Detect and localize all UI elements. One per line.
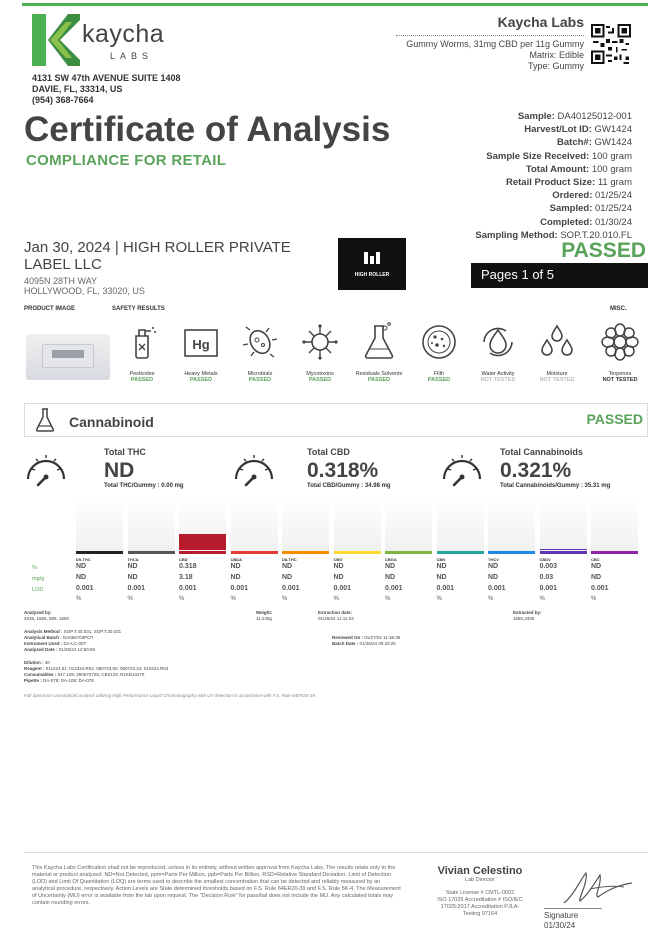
weight-label: Weight:: [256, 610, 273, 615]
lod-unit: %: [76, 596, 82, 602]
safety-status: PASSED: [248, 377, 272, 383]
meta-label: Harvest/Lot ID:: [524, 124, 592, 136]
meta-row: [475, 163, 632, 176]
reagent-value: 011224.01; 012324.R04; 060723.50; 060723.24; 010224.R04: [45, 666, 169, 671]
reagent-label: Reagent :: [24, 666, 45, 671]
signature-line: [544, 908, 602, 909]
safety-tile-residuals-solvents: [349, 322, 409, 383]
lod-unit: %: [591, 596, 597, 602]
lod-unit: %: [230, 596, 236, 602]
analyzed-by-value: 3335, 1665, 595, 1660: [24, 616, 70, 621]
safety-status: PASSED: [367, 377, 391, 383]
gauge-title: Total THC: [104, 447, 146, 457]
mgg-value: ND: [488, 574, 499, 581]
lod-value: 0.001: [230, 585, 249, 592]
meta-value: GW1424: [594, 124, 632, 136]
consumables-label: Consumables :: [24, 672, 57, 677]
bar-underline: [282, 551, 329, 554]
bar-d9-thc: [76, 496, 123, 554]
bar-cbga: [385, 496, 432, 554]
dotted-divider: [396, 35, 584, 36]
address-line: 4131 SW 47th AVENUE SUITE 1408: [32, 73, 181, 83]
qr-code-icon[interactable]: [591, 24, 631, 64]
column-name: THCV: [488, 557, 499, 562]
brand-name: kaycha: [82, 20, 165, 48]
svg-text:Hg: Hg: [192, 337, 210, 352]
meta-row: [475, 110, 632, 123]
column-name: CBDA: [230, 557, 243, 562]
lod-value: 0.001: [488, 585, 506, 592]
cannabinoid-header: [24, 403, 648, 437]
terpene-icon: [600, 322, 640, 362]
lod-value: 0.001: [127, 585, 146, 592]
meta-value: 100 gram: [591, 150, 632, 162]
safety-status: NOT TESTED: [480, 377, 516, 383]
meta-value: 100 gram: [591, 163, 632, 175]
consumables-value: 947.109; 280670725; CE0123; R1KB14270: [57, 672, 145, 677]
extraction-date: [318, 610, 354, 622]
spray-bottle-icon: [122, 322, 162, 362]
signature-date: 01/30/24: [544, 921, 576, 930]
bar-underline: [488, 551, 535, 554]
extraction-value: 01/26/24 11:11:03: [318, 616, 354, 621]
product-line: Gummy Worms, 31mg CBD per 11g Gummy: [406, 39, 584, 49]
meta-value: 01/25/24: [595, 203, 632, 215]
lab-address: [32, 73, 181, 106]
weight-value: 11.245g: [256, 616, 272, 621]
batch-label: Analytical Batch :: [24, 635, 62, 640]
product-summary: [396, 14, 584, 72]
client-address: [24, 276, 145, 296]
client-line: LABEL LLC: [24, 256, 102, 273]
instrument-value: DA-LC-007: [63, 641, 87, 646]
extracted-by-label: Extracted by:: [513, 610, 542, 615]
extracted-by: [513, 610, 542, 622]
extracted-by-value: 1665,3335: [513, 616, 535, 621]
water-icon: [478, 322, 518, 362]
lod-value: 0.001: [539, 585, 558, 592]
batch-date-value: 01/26/24 09:20:25: [359, 641, 396, 646]
mgg-value: ND: [127, 574, 138, 581]
lod-value: 0.001: [179, 585, 197, 592]
droplets-icon: [537, 322, 577, 362]
row-label: %: [32, 565, 37, 571]
license-info: [420, 890, 540, 918]
meta-label: Completed:: [540, 216, 593, 228]
meta-value: DA40125012-001: [557, 111, 632, 122]
analyzed-by: [24, 610, 69, 622]
meta-row: [475, 216, 632, 229]
column-name: CBG: [333, 557, 343, 562]
license-line: Testing 97164: [462, 911, 498, 917]
column-name: CBDV: [539, 557, 551, 562]
column-name: CBD: [179, 557, 188, 562]
safety-status: NOT TESTED: [602, 377, 638, 383]
gauge-title: Total Cannabinoids: [500, 447, 583, 457]
reagent-details: [24, 660, 168, 684]
safety-status: NOT TESTED: [539, 377, 575, 383]
flask-icon: [35, 408, 55, 432]
meta-label: Sample Size Received:: [486, 150, 590, 162]
percent-value: ND: [230, 563, 241, 570]
meta-value: GW1424: [594, 137, 632, 149]
bar-d8-thc: [282, 496, 329, 554]
lod-unit: %: [385, 596, 391, 602]
bar-underline: [128, 551, 175, 554]
product-image: [26, 334, 110, 380]
license-line: 17025:2017 Accreditation PJLA-: [440, 904, 520, 910]
page-subtitle: COMPLIANCE FOR RETAIL: [26, 152, 227, 169]
virus-icon: [300, 322, 340, 362]
safety-tile-filth: [409, 322, 469, 383]
meta-row: [475, 150, 632, 163]
bar-fill: [540, 549, 587, 550]
safety-name: Filth: [433, 371, 445, 377]
safety-tile-moisture: [527, 322, 587, 383]
flask-icon: [359, 322, 399, 362]
safety-name: Microbials: [247, 371, 273, 377]
client-name: [24, 239, 291, 273]
column-name: D9-THC: [76, 557, 91, 562]
lod-value: 0.001: [385, 585, 403, 592]
reviewed-value: 01/27/24 11:36:35: [364, 635, 401, 640]
handwritten-signature: [560, 865, 640, 907]
column-name: CBC: [591, 557, 600, 562]
batch-value: DA066703POT: [63, 635, 94, 640]
lod-unit: %: [127, 596, 133, 602]
meta-row: [475, 136, 632, 149]
safety-tile-microbials: [230, 322, 290, 383]
kaycha-k-icon: [32, 14, 80, 66]
gauge-icon: [440, 447, 484, 489]
safety-tile-water-activity: [468, 322, 528, 383]
signer-block: [420, 865, 540, 918]
mgg-value: ND: [282, 574, 293, 581]
safety-status: PASSED: [189, 377, 213, 383]
gauge-subtitle: Total Cannabinoids/Gummy : 35.31 mg: [500, 483, 611, 489]
lod-unit: %: [333, 596, 339, 602]
gauge-value: 0.321%: [500, 459, 572, 482]
top-accent-bar: [22, 3, 648, 6]
bar-cbn: [437, 496, 484, 554]
mgg-value: 3.18: [179, 574, 193, 581]
review-details: [332, 635, 400, 647]
weight: [256, 610, 272, 622]
percent-value: ND: [127, 563, 138, 570]
gauge-subtitle: Total THC/Gummy : 0.00 mg: [104, 483, 184, 489]
extraction-label: Extraction date:: [318, 610, 353, 615]
lod-unit: %: [488, 596, 494, 602]
page-title: Certificate of Analysis: [24, 110, 391, 149]
address-line: DAVIE, FL, 33314, US: [32, 84, 123, 94]
bar-underline: [385, 551, 432, 554]
cannabinoid-label: Cannabinoid: [69, 414, 154, 430]
signer-role: Lab Director: [465, 877, 495, 883]
column-name: D8-THC: [282, 557, 297, 562]
mgg-value: ND: [591, 574, 602, 581]
date-value: 01/26/24 12:50:59: [58, 647, 96, 652]
meta-label: Sample:: [517, 111, 555, 122]
pipette-value: DA-079; DA-108; DA-078: [43, 678, 94, 683]
page-count: Pages 1 of 5: [471, 263, 648, 288]
row-label: mg/g: [32, 576, 45, 582]
meta-row: [475, 123, 632, 136]
safety-tile-terpenes: [590, 322, 650, 383]
bar-cbc: [591, 496, 638, 554]
client-address-line: 4095N 28TH WAY: [24, 276, 98, 286]
analysis-details: [24, 629, 121, 653]
client-line: Jan 30, 2024 | HIGH ROLLER PRIVATE: [24, 239, 291, 256]
percent-value: ND: [76, 563, 87, 570]
meta-label: Batch#:: [557, 137, 592, 149]
mgg-value: 0.03: [539, 574, 554, 581]
percent-value: ND: [282, 563, 293, 570]
section-safety-results: SAFETY RESULTS: [112, 306, 165, 312]
lod-value: 0.001: [76, 585, 94, 592]
safety-tile-heavy-metals: [171, 322, 231, 383]
lod-unit: %: [179, 596, 185, 602]
safety-tile-pesticides: [112, 322, 172, 383]
signer-name: Vivian Celestino: [437, 865, 523, 877]
safety-tile-mycotoxins: [290, 322, 350, 383]
footer-divider: [24, 852, 648, 853]
safety-status: PASSED: [427, 377, 451, 383]
method-value: SOP.T.40.031, SOP.T.30.031: [63, 629, 122, 634]
microbe-icon: [240, 322, 280, 362]
mgg-value: ND: [76, 574, 87, 581]
pipette-label: Pipette :: [24, 678, 42, 683]
license-line: ISO 17025 Accreditation # ISO/IEC: [437, 897, 523, 903]
lod-unit: %: [539, 596, 545, 602]
percent-value: 0.003: [539, 563, 558, 570]
safety-status: PASSED: [308, 377, 332, 383]
client-logo: [338, 238, 406, 290]
meta-row: [475, 202, 632, 215]
bar-underline: [591, 551, 638, 554]
safety-name: Water Activity: [481, 371, 515, 377]
meta-value: SOP.T.20.010.FL: [560, 229, 632, 241]
percent-value: ND: [385, 563, 396, 570]
lod-value: 0.001: [436, 585, 455, 592]
lod-value: 0.001: [282, 585, 300, 592]
bar-underline: [179, 551, 226, 554]
hg-icon: [181, 322, 221, 362]
lod-unit: %: [436, 596, 442, 602]
bar-cbdv: [540, 496, 587, 554]
section-misc: MISC.: [610, 306, 627, 312]
column-name: CBGA: [385, 557, 397, 562]
section-product-image: PRODUCT IMAGE: [24, 306, 75, 312]
instrument-label: Instrument Used :: [24, 641, 63, 646]
percent-value: ND: [591, 563, 602, 570]
sample-meta: [475, 110, 632, 242]
safety-name: Terpenes: [608, 371, 632, 377]
meta-value: 01/25/24: [595, 190, 632, 202]
phone: (954) 368-7664: [32, 95, 94, 105]
method-label: Analysis Method :: [24, 629, 63, 634]
row-label: LOD: [32, 587, 44, 593]
brand-sub: LABS: [110, 51, 154, 61]
safety-status: PASSED: [130, 377, 154, 383]
mgg-value: ND: [385, 574, 396, 581]
method-footnote: Full Spectrum cannabinoid analysis utilizing High Performance Liquid Chromatography with UV detection in accordance with F.S. Rule 64ER20-39.: [24, 693, 317, 698]
gauge-icon: [24, 447, 68, 489]
bar-underline: [231, 551, 278, 554]
bar-thca: [128, 496, 175, 554]
meta-row: [475, 176, 632, 189]
client-logo-text: HIGH ROLLER: [354, 272, 390, 278]
gauge-value: 0.318%: [307, 459, 379, 482]
meta-label: Ordered:: [552, 190, 593, 202]
analyzed-by-label: Analyzed by:: [24, 610, 52, 615]
signature-block: [544, 911, 578, 931]
bar-underline: [76, 551, 123, 554]
percent-value: ND: [436, 563, 447, 570]
safety-name: Residuals Solvents: [355, 371, 403, 377]
safety-name: Moisture: [546, 371, 568, 377]
gauge-title: Total CBD: [307, 447, 350, 457]
mgg-value: ND: [436, 574, 447, 581]
matrix: Matrix: Edible: [529, 50, 584, 60]
meta-label: Total Amount:: [525, 163, 590, 175]
bar-thcv: [488, 496, 535, 554]
gauge-subtitle: Total CBD/Gummy : 34.98 mg: [307, 483, 391, 489]
cannabinoid-status: PASSED: [586, 411, 643, 427]
gauge-value: ND: [104, 459, 135, 482]
mgg-value: ND: [333, 574, 344, 581]
meta-label: Retail Product Size:: [505, 177, 596, 189]
license-line: State License # CMTL-0002: [445, 890, 515, 896]
bar-cbg: [334, 496, 381, 554]
safety-name: Mycotoxins: [306, 371, 334, 377]
bar-underline: [334, 551, 381, 554]
column-name: CBN: [436, 557, 446, 562]
column-name: THCA: [127, 557, 139, 562]
dilution-value: 40: [44, 660, 50, 665]
mgg-value: ND: [230, 574, 241, 581]
high-roller-icon: [362, 250, 382, 266]
bar-cbd: [179, 496, 226, 554]
batch-date-label: Batch Date :: [332, 641, 359, 646]
safety-name: Heavy Metals: [184, 371, 218, 377]
date-label: Analyzed Date :: [24, 647, 58, 652]
kaycha-logo: [32, 14, 182, 70]
dilution-label: Dilution :: [24, 660, 44, 665]
percent-value: ND: [488, 563, 499, 570]
company-name: Kaycha Labs: [497, 14, 584, 30]
lod-value: 0.001: [333, 585, 352, 592]
gauge-icon: [232, 447, 276, 489]
meta-row: [475, 189, 632, 202]
safety-name: Pesticides: [129, 371, 155, 377]
lod-value: 0.001: [591, 585, 609, 592]
lod-unit: %: [282, 596, 288, 602]
bar-fill: [179, 534, 226, 550]
client-address-line: HOLLYWOOD, FL, 33020, US: [24, 286, 145, 296]
percent-value: 0.318: [179, 563, 197, 570]
meta-label: Sampled:: [549, 203, 593, 215]
type: Type: Gummy: [527, 61, 584, 71]
meta-value: 11 gram: [597, 177, 632, 189]
overall-status: PASSED: [561, 239, 646, 262]
reviewed-label: Reviewed On :: [332, 635, 364, 640]
filth-icon: [419, 322, 459, 362]
meta-value: 01/30/24: [595, 216, 632, 228]
disclaimer: This Kaycha Labs Certification shall not be reproduced, unless in its entirety, without written approval from Kaycha Labs. The results relate only to the material or product analyzed. ND=Not Detected, ppm=Parts Per Million, ppb=Parts Per Billion, RSD=Relative Standard Deviation. Limit of Detection (LOD) and Limit Of Quantitation (LOQ) are terms used to describe the smallest concentration that can be detected and reliably measured by an analytical procedure, respectively. Action Levels are State determined thresholds based on F.S. Rule 64ER20-39 and F.S. Rule 5K-4. The Measurement of Uncertainty (MU) error is available from the lab upon request. The "Decision Rule" for pass/fail does not include the MU. Any calculated totals may contain rounding errors.: [32, 865, 401, 906]
bar-underline: [540, 551, 587, 554]
percent-value: ND: [333, 563, 344, 570]
bar-underline: [437, 551, 484, 554]
signature-label: Signature: [544, 911, 579, 920]
meta-label: Sampling Method:: [475, 229, 558, 241]
bar-cbda: [231, 496, 278, 554]
